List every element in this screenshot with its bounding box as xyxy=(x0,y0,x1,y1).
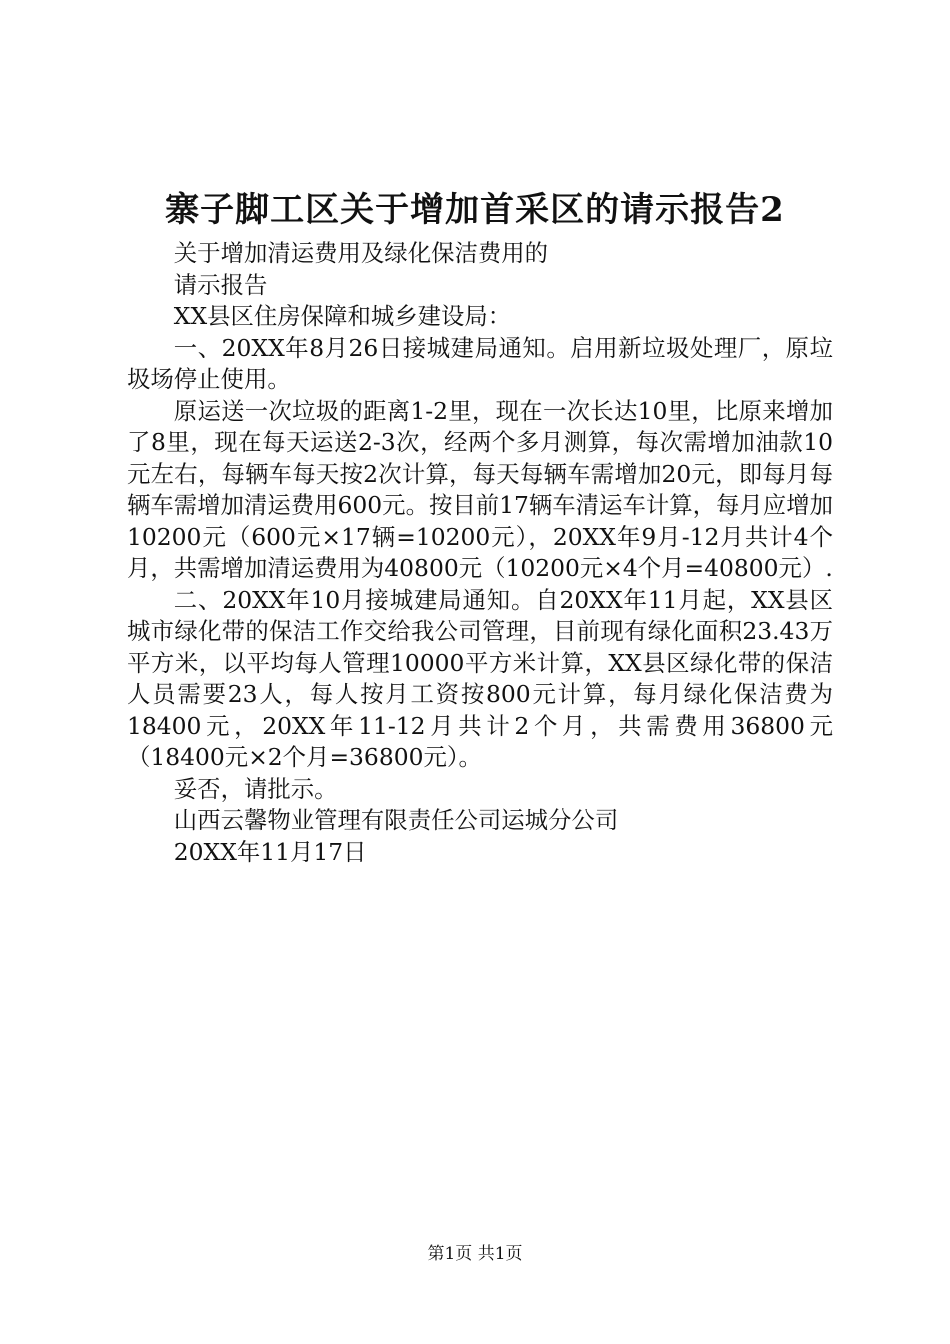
paragraph-cost-detail: 原运送一次垃圾的距离1-2里，现在一次长达10里，比原来增加了8里，现在每天运送2-3次，经两个多月测算，每次需增加油款10元左右，每辆车每天按2次计算，每天每辆车需增加20元，即每月每辆车需增加清运费用600元。按目前17辆车清运车计算，每月应增加10200元（600元×17辆=10200元），20XX年9月-12月共计4个月，共需增加清运费用为40800元（10200元×4个月=40800元）. xyxy=(127,396,833,582)
document-title: 寨子脚工区关于增加首采区的请示报告2 xyxy=(165,190,785,230)
page-number-footer: 第1页 共1页 xyxy=(427,1244,523,1264)
subject-line-2: 请示报告 xyxy=(173,270,268,299)
closing-request: 妥否，请批示。 xyxy=(173,774,338,803)
recipient-line: XX县区住房保障和城乡建设局： xyxy=(173,302,512,330)
signature-date: 20XX年11月17日 xyxy=(173,837,367,866)
signature-company: 山西云馨物业管理有限责任公司运城分公司 xyxy=(173,806,619,834)
paragraph-item-2: 二、20XX年10月接城建局通知。自20XX年11月起，XX县区城市绿化带的保洁工作交给我公司管理，目前现有绿化面积23.43万平方米，以平均每人管理10000平方米计算，XX县区绿化带的保洁人员需要23人，每人按月工资按800元计算，每月绿化保洁费为18400元，20XX年11-12月共计2个月，共需费用36800元（18400元×2个月=36800元）。 xyxy=(127,585,833,771)
document-body xyxy=(127,238,833,868)
subject-line-1: 关于增加清运费用及绿化保洁费用的 xyxy=(173,239,549,267)
paragraph-item-1: 一、20XX年8月26日接城建局通知。启用新垃圾处理厂，原垃圾场停止使用。 xyxy=(127,333,833,393)
